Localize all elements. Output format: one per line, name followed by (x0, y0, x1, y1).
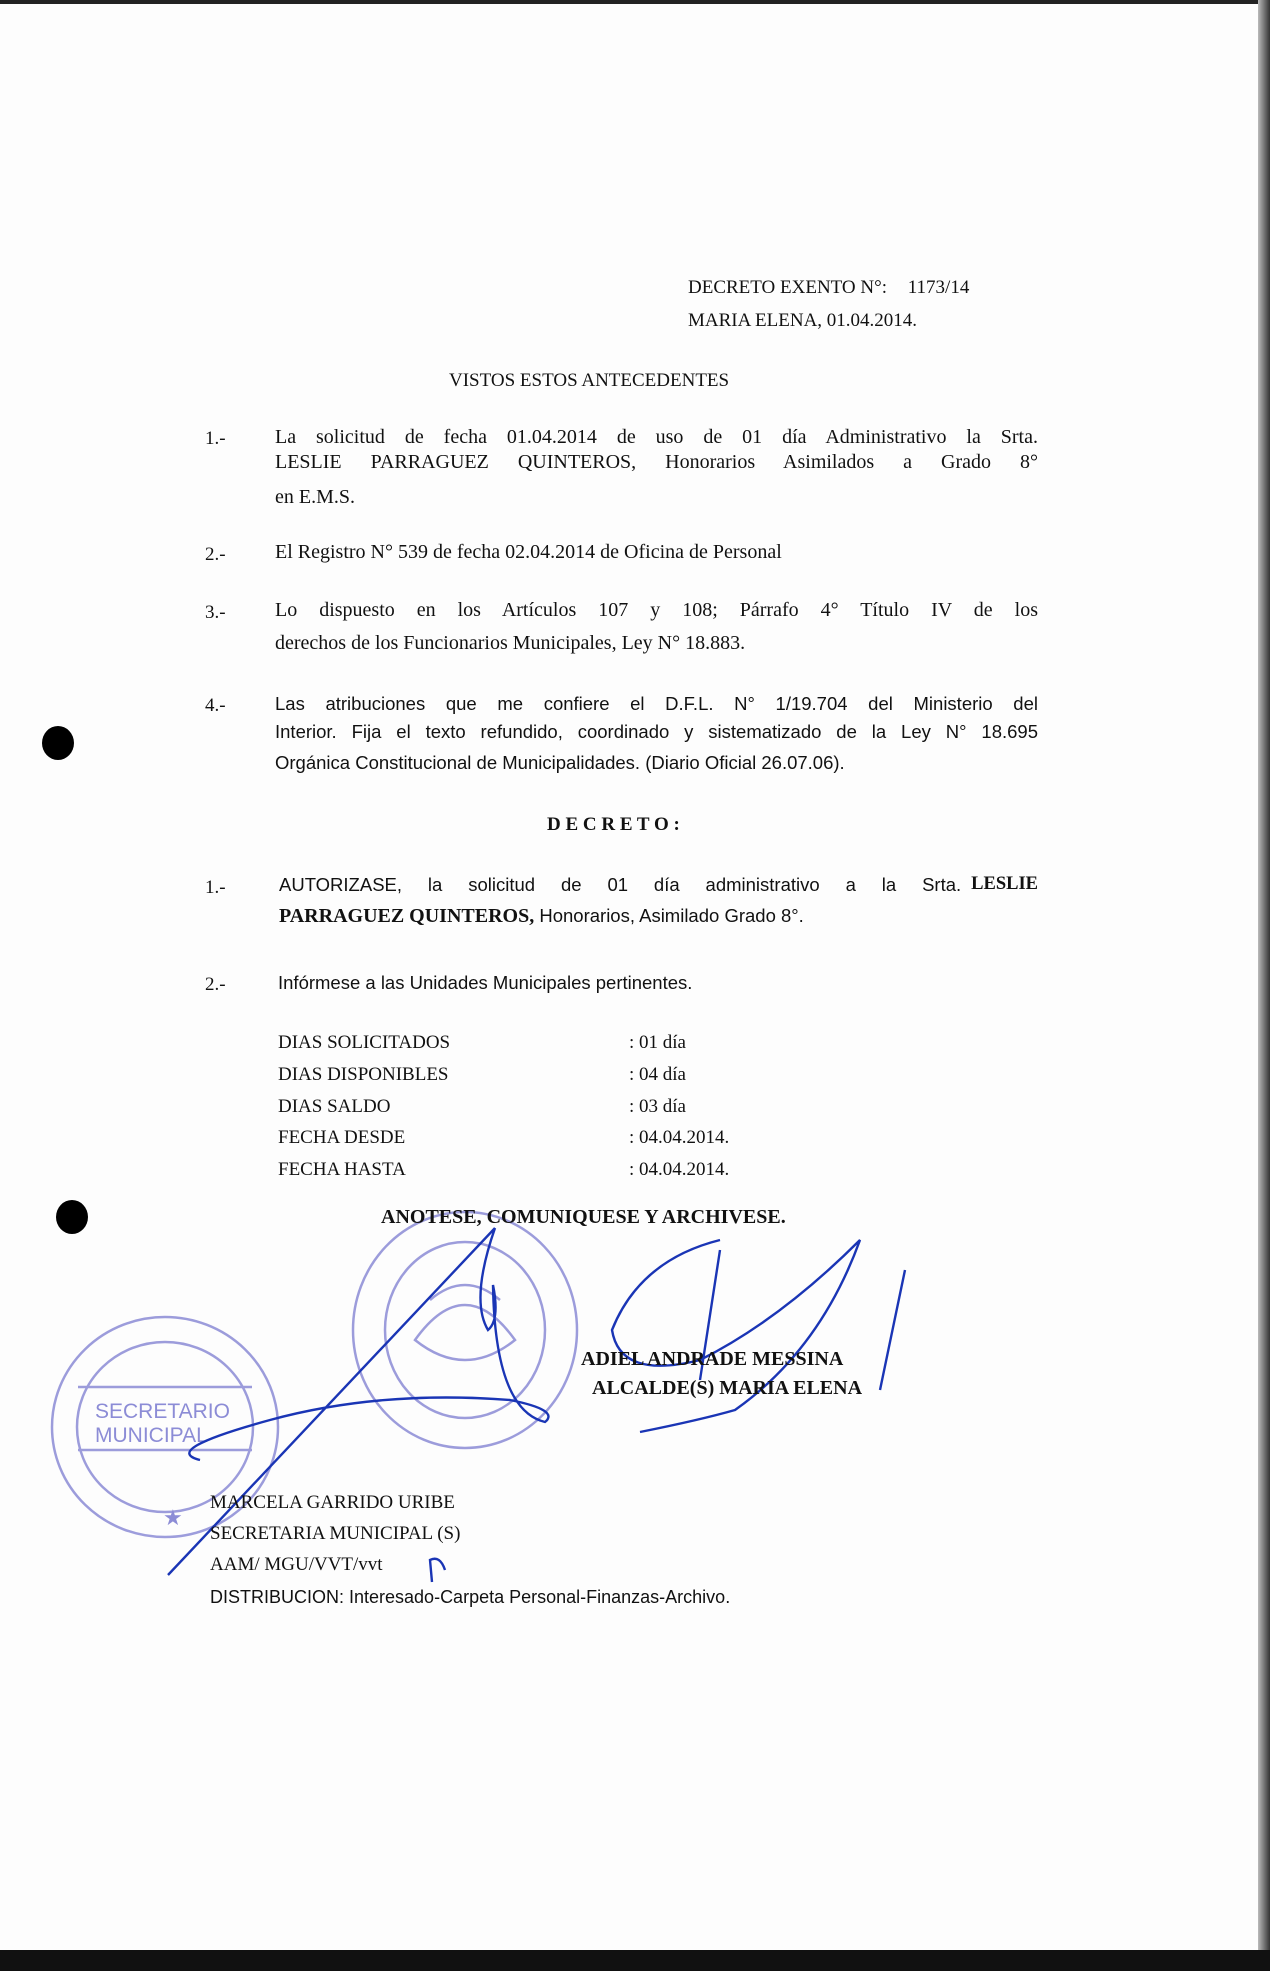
mayor-name: ADIEL ANDRADE MESSINA (581, 1348, 844, 1370)
item-line (279, 905, 1042, 928)
item-text: Honorarios, Asimilado Grado 8°. (534, 905, 804, 926)
item-line: Lo dispuesto en los Artículos 107 y 108; Párrafo 4° Título IV de los (275, 599, 1038, 621)
item-number: 1.- (205, 428, 226, 449)
initials: AAM/ MGU/VVT/vvt (210, 1554, 383, 1575)
item-number: 2.- (205, 544, 226, 565)
item-number: 1.- (205, 877, 226, 898)
table-label: FECHA HASTA (278, 1159, 406, 1180)
mayor-title: ALCALDE(S) MARIA ELENA (592, 1377, 863, 1399)
mayor-stamp-outer (353, 1212, 577, 1448)
table-value: : 01 día (629, 1032, 686, 1053)
item-line: El Registro N° 539 de fecha 02.04.2014 de Oficina de Personal (275, 541, 782, 563)
vistos-title: VISTOS ESTOS ANTECEDENTES (449, 370, 730, 391)
closing-formula: ANOTESE, COMUNIQUESE Y ARCHIVESE. (381, 1206, 786, 1228)
table-value: : 04.04.2014. (629, 1127, 730, 1148)
mayor-stamp-inner (385, 1242, 545, 1418)
distribution: DISTRIBUCION: Interesado-Carpeta Personal-Finanzas-Archivo. (210, 1587, 731, 1607)
item-line: Orgánica Constitucional de Municipalidades. (Diario Oficial 26.07.06). (275, 752, 845, 773)
table-label: FECHA DESDE (278, 1127, 406, 1148)
item-line (279, 874, 1038, 896)
table-value: : 04 día (629, 1064, 686, 1085)
item-text: AUTORIZASE, la solicitud de 01 día administrativo a la Srta. (279, 874, 962, 895)
decreto-title: D E C R E T O : (547, 814, 680, 835)
secretary-name: MARCELA GARRIDO URIBE (210, 1492, 455, 1513)
item-line: Interior. Fija el texto refundido, coordinado y sistematizado de la Ley N° 18.695 (275, 721, 1038, 742)
table-label: DIAS DISPONIBLES (278, 1064, 449, 1085)
decree-number-line (688, 277, 969, 299)
item-line: en E.M.S. (275, 486, 355, 508)
table-value: : 03 día (629, 1096, 686, 1117)
secretary-title: SECRETARIA MUNICIPAL (S) (210, 1523, 461, 1544)
mayor-signature (612, 1240, 905, 1432)
item-name: LESLIE (971, 874, 1038, 894)
initials-mark (430, 1559, 445, 1582)
item-line: LESLIE PARRAGUEZ QUINTEROS, Honorarios Asimilados a Grado 8° (275, 451, 1038, 473)
item-number: 4.- (205, 695, 226, 716)
star-icon: ★ (163, 1505, 183, 1530)
table-label: DIAS SALDO (278, 1096, 391, 1117)
secretary-stamp-text: SECRETARIO (95, 1400, 230, 1423)
table-label: DIAS SOLICITADOS (278, 1032, 451, 1053)
decree-number: 1173/14 (907, 277, 970, 298)
secretary-stamp-text: MUNICIPAL (95, 1424, 208, 1447)
item-number: 2.- (205, 974, 226, 995)
decree-label: DECRETO EXENTO N°: (688, 277, 887, 298)
place-date: MARIA ELENA, 01.04.2014. (688, 310, 918, 331)
item-line: derechos de los Funcionarios Municipales, Ley N° 18.883. (275, 632, 746, 654)
item-line: La solicitud de fecha 01.04.2014 de uso de 01 día Administrativo la Srta. (275, 426, 1038, 448)
item-line: Las atribuciones que me confiere el D.F.L. N° 1/19.704 del Ministerio del (275, 693, 1038, 714)
item-line: Infórmese a las Unidades Municipales pertinentes. (278, 972, 693, 993)
item-number: 3.- (205, 602, 226, 623)
table-value: : 04.04.2014. (629, 1159, 730, 1180)
item-name: PARRAGUEZ QUINTEROS, (279, 905, 535, 927)
